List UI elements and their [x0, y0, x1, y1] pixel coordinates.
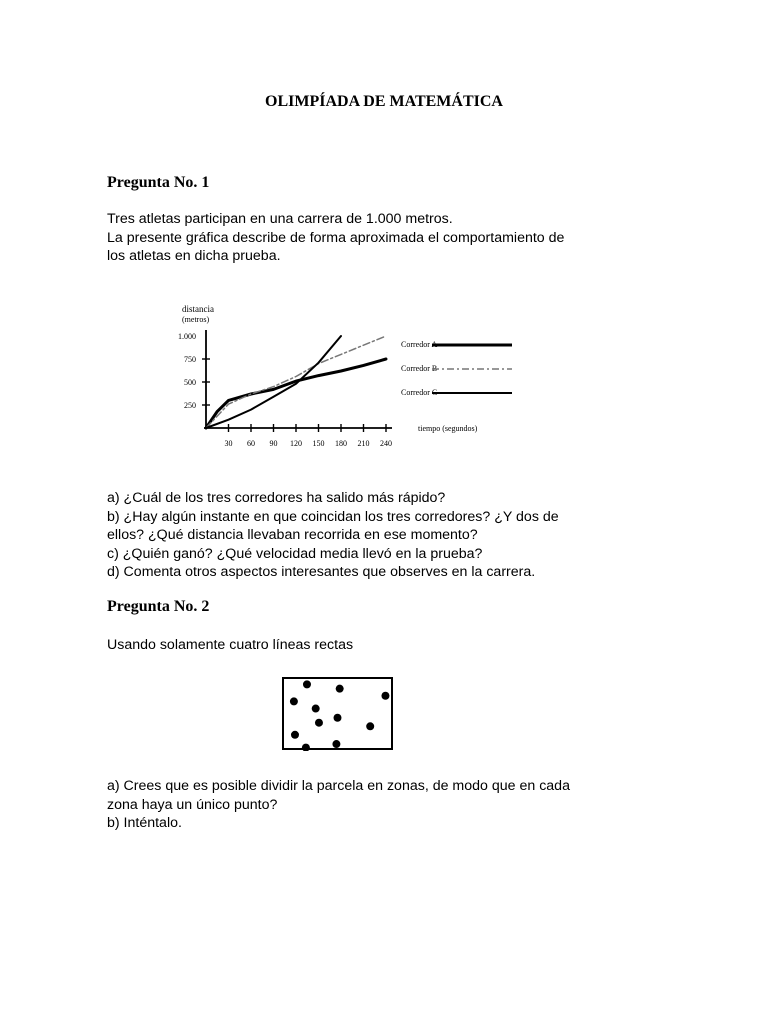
question-line: c) ¿Quién ganó? ¿Qué velocidad media llevó en la prueba?: [107, 545, 483, 562]
y-tick-label: 1.000: [178, 332, 196, 341]
x-tick-label: 210: [357, 439, 370, 448]
question-1-heading: Pregunta No. 1: [107, 174, 210, 191]
question-line: zona haya un único punto?: [107, 796, 278, 813]
plot-dot: [303, 680, 311, 688]
question-line: a) Crees que es posible dividir la parcela en zonas, de modo que en cada: [107, 778, 570, 794]
plot-dot: [290, 697, 298, 705]
question-2-intro: Usando solamente cuatro líneas rectas: [107, 637, 354, 653]
question-1-intro: [107, 210, 564, 266]
page-title: OLIMPÍADA DE MATEMÁTICA: [265, 93, 503, 110]
legend-label: Corredor A: [401, 340, 438, 349]
plot-dot: [381, 692, 389, 700]
plot-dot: [312, 705, 320, 713]
x-tick-label: 180: [335, 439, 347, 448]
x-tick-label: 120: [290, 439, 302, 448]
plot-dot: [315, 719, 323, 727]
intro-line: Tres atletas participan en una carrera de 1.000 metros.: [107, 211, 453, 227]
question-line: ellos? ¿Qué distancia llevaban recorrida en ese momento?: [107, 527, 478, 543]
question-2-heading: Pregunta No. 2: [107, 598, 210, 615]
question-line: b) ¿Hay algún instante en que coincidan los tres corredores? ¿Y dos de: [107, 508, 559, 525]
x-axis-label: tiempo (segundos): [418, 424, 478, 433]
y-tick-label: 750: [184, 355, 196, 364]
y-axis-label-line: (metros): [182, 315, 210, 324]
race-chart: [160, 296, 540, 456]
plot-dot: [334, 714, 342, 722]
plot-of-land-diagram: [282, 677, 394, 751]
y-tick-label: 500: [184, 378, 196, 387]
x-tick-label: 30: [224, 439, 233, 448]
question-line: b) Inténtalo.: [107, 815, 182, 831]
plot-dot: [291, 731, 299, 739]
x-tick-label: 240: [380, 439, 392, 448]
y-axis-label-line: distancia: [182, 304, 214, 314]
plot-dot: [302, 744, 310, 751]
question-2-questions: [107, 777, 570, 833]
series-line-corredor-c: [206, 336, 341, 428]
intro-line: La presente gráfica describe de forma aproximada el comportamiento de: [107, 229, 565, 246]
question-line: a) ¿Cuál de los tres corredores ha salido más rápido?: [107, 490, 446, 506]
x-tick-label: 90: [269, 439, 278, 448]
plot-dot: [336, 685, 344, 693]
legend-label: Corredor B: [401, 364, 438, 373]
intro-line: los atletas en dicha prueba.: [107, 248, 281, 264]
question-line: d) Comenta otros aspectos interesantes que observes en la carrera.: [107, 564, 536, 580]
x-tick-label: 60: [247, 439, 255, 448]
x-tick-label: 150: [312, 439, 325, 448]
question-1-questions: [107, 489, 559, 582]
y-tick-label: 250: [184, 401, 196, 410]
plot-dot: [366, 722, 374, 730]
plot-dot: [332, 740, 340, 748]
legend-label: Corredor C: [401, 388, 438, 397]
